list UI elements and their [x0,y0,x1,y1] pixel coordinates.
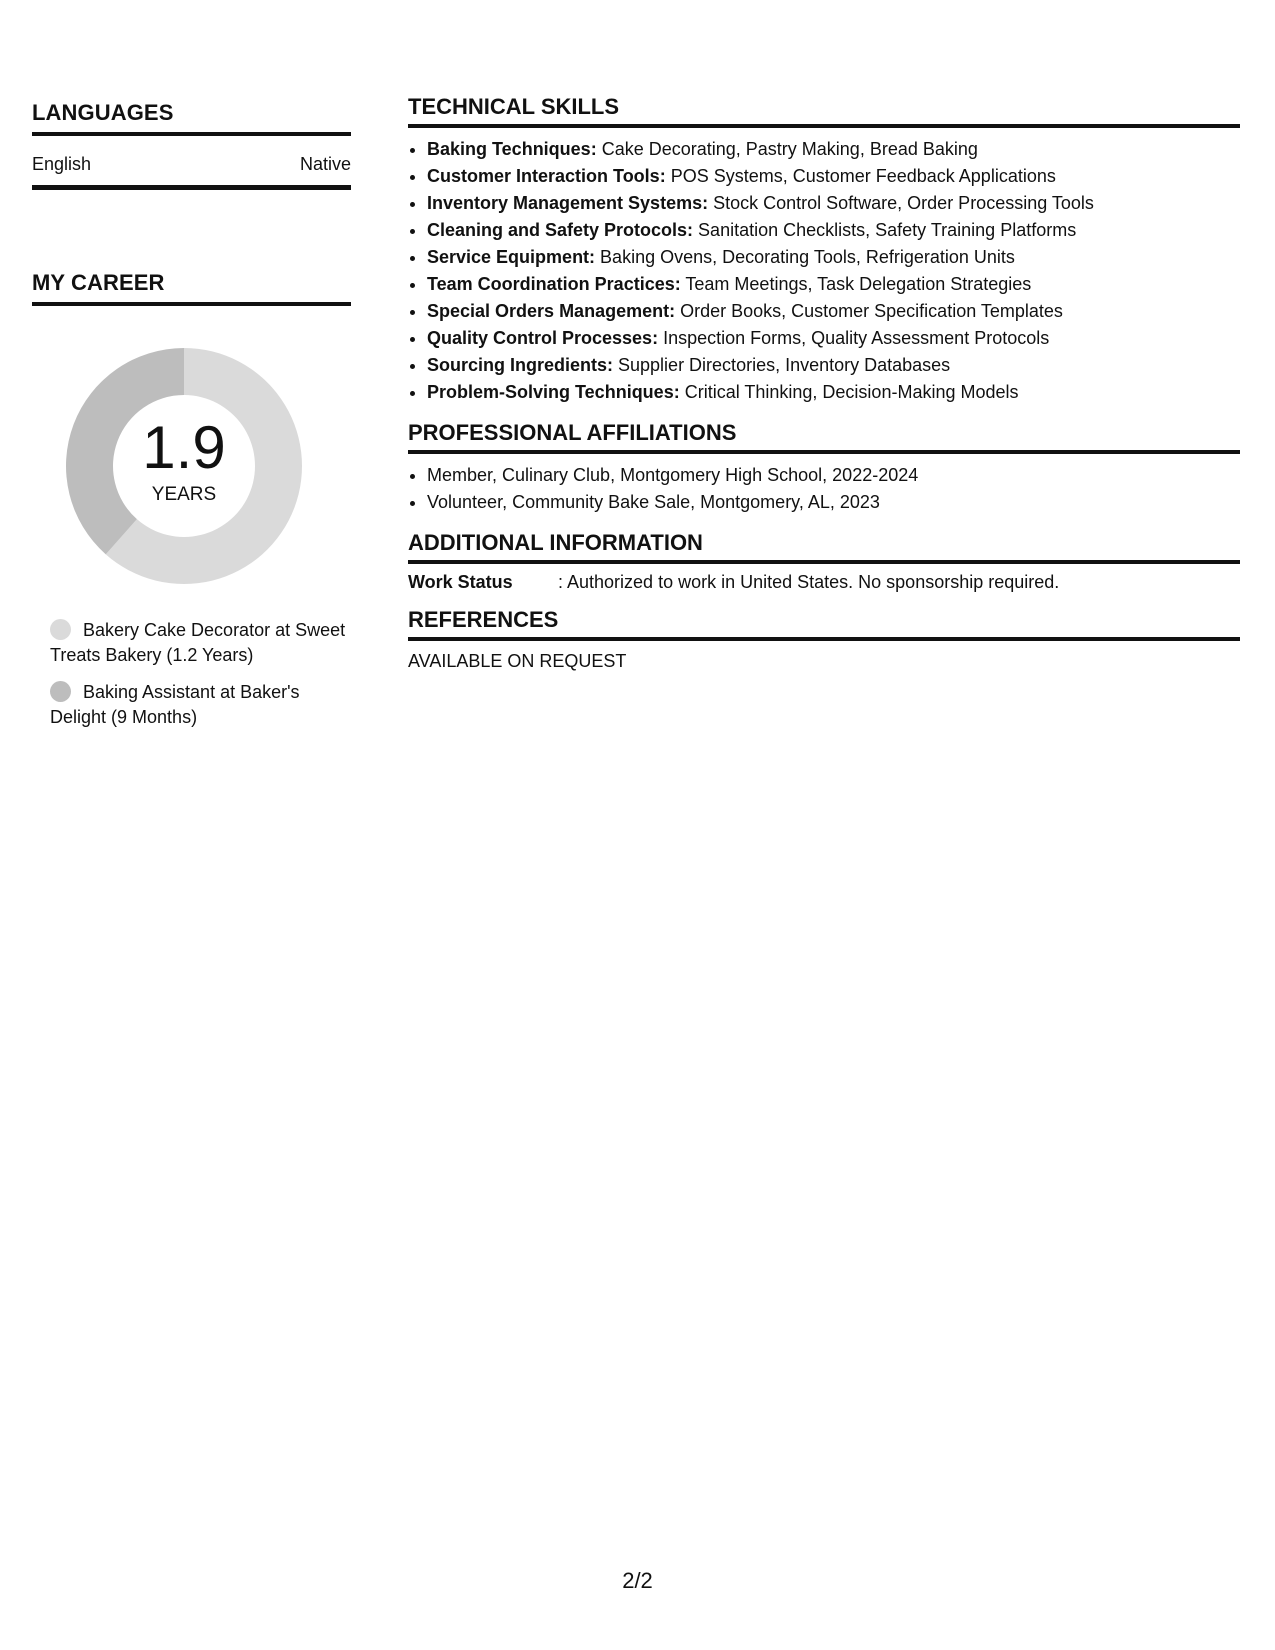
legend-label: Bakery Cake Decorator at Sweet Treats Bakery (1.2 Years) [50,620,346,665]
career-total-years: 1.9 [142,414,226,481]
language-row [32,136,351,190]
language-name: English [32,154,92,174]
affiliations-heading: PROFESSIONAL AFFILIATIONS [408,420,1240,454]
skill-category: Inventory Management Systems: [427,193,709,213]
skill-detail: Team Meetings, Task Delegation Strategies [680,274,1032,294]
skill-item [427,352,1240,379]
skill-item [427,163,1240,190]
skill-detail: Inspection Forms, Quality Assessment Protocols [658,328,1050,348]
technical-skills-heading: TECHNICAL SKILLS [408,94,1240,128]
technical-skills-list [408,136,1240,406]
career-heading: MY CAREER [32,270,351,306]
skill-detail: Sanitation Checklists, Safety Training Platforms [693,220,1077,240]
skill-item [427,217,1240,244]
skill-detail: Cake Decorating, Pastry Making, Bread Baking [596,139,978,159]
skill-item [427,190,1240,217]
affiliation-item: • Member, Culinary Club, Montgomery High School, 2022-2024 [427,462,1240,489]
skill-category: Customer Interaction Tools: [427,166,666,186]
skill-item [427,244,1240,271]
work-status-value: : Authorized to work in United States. No sponsorship required. [558,572,1060,592]
skill-category: Special Orders Management: [427,301,676,321]
skill-category: Problem-Solving Techniques: [427,382,680,402]
skill-category: Quality Control Processes: [427,328,659,348]
technical-skills-section [408,94,1240,406]
additional-info-section [408,530,1240,593]
references-heading: REFERENCES [408,607,1240,641]
career-total-unit: YEARS [151,484,217,505]
affiliations-list [408,462,1240,516]
skill-detail: Stock Control Software, Order Processing Tools [708,193,1094,213]
languages-heading: LANGUAGES [32,100,351,136]
career-legend [50,618,351,730]
skill-category: Service Equipment: [427,247,596,267]
skill-category: Baking Techniques: [427,139,597,159]
skill-item [427,136,1240,163]
right-column [408,94,1240,686]
donut-center [54,336,314,596]
additional-info-heading: ADDITIONAL INFORMATION [408,530,1240,564]
left-column [32,100,351,742]
skill-item [427,325,1240,352]
references-text: AVAILABLE ON REQUEST [408,651,627,671]
skill-detail: Supplier Directories, Inventory Databases [613,355,951,375]
skill-category: Team Coordination Practices: [427,274,681,294]
page-number: 2/2 [622,1568,653,1593]
skill-detail: Baking Ovens, Decorating Tools, Refrigeration Units [595,247,1015,267]
legend-label: Baking Assistant at Baker's Delight (9 Months) [50,682,300,727]
skill-detail: POS Systems, Customer Feedback Applications [665,166,1056,186]
skill-category: Cleaning and Safety Protocols: [427,220,694,240]
affiliations-section [408,420,1240,516]
skill-item [427,379,1240,406]
legend-dot-icon [50,681,71,702]
work-status-label: Work Status [408,572,513,592]
skill-item [427,298,1240,325]
skill-detail: Critical Thinking, Decision-Making Models [679,382,1019,402]
references-section [408,607,1240,672]
work-status-row [408,572,1240,593]
legend-item [50,618,351,668]
skill-detail: Order Books, Customer Specification Templates [675,301,1063,321]
skill-item [427,271,1240,298]
skill-category: Sourcing Ingredients: [427,355,614,375]
legend-item [50,680,351,730]
career-donut-chart [54,336,314,596]
language-level: Native [299,154,351,174]
legend-dot-icon [50,619,71,640]
affiliation-item: • Volunteer, Community Bake Sale, Montgomery, AL, 2023 [427,489,1240,516]
